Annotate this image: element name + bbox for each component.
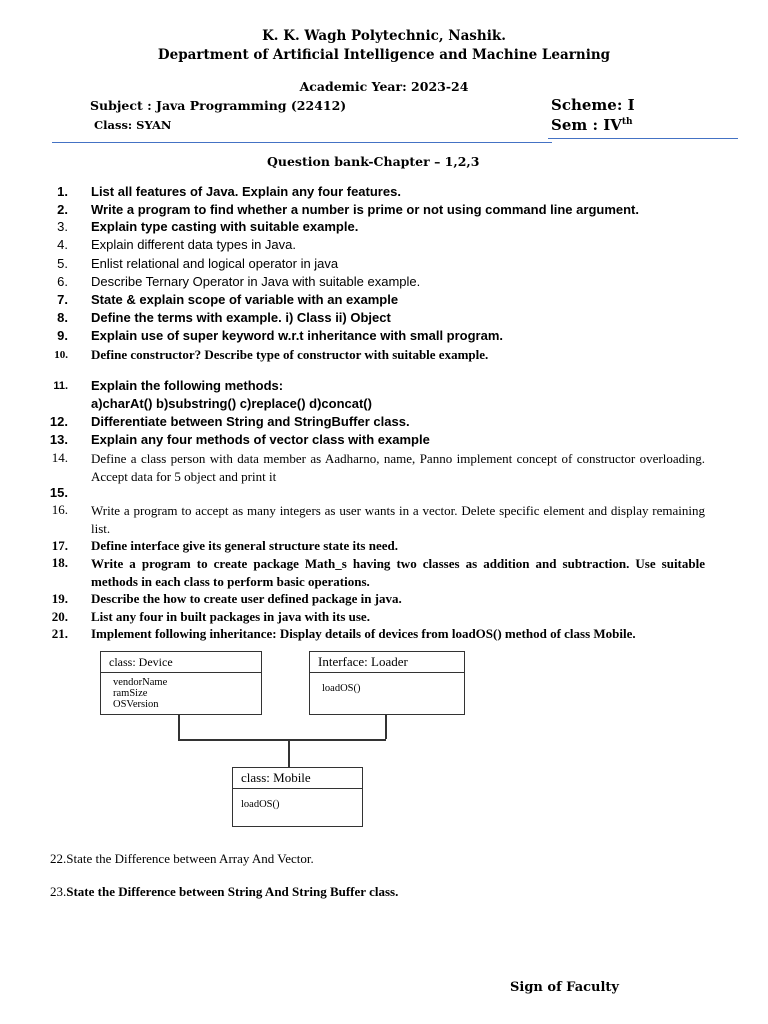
subject: Subject : Java Programming (22412) <box>90 98 347 113</box>
question-text: Explain any four methods of vector class with example <box>91 432 430 447</box>
question-number: 12. <box>49 414 68 429</box>
question-text: Define a class person with data member as Aadharno, name, Panno implement concept of constructor overloading. Accept data for 5 object and print it <box>91 451 705 484</box>
question-text: Write a program to accept as many integers as user wants in a vector. Delete specific element and display remaining list. <box>91 503 705 536</box>
semester <box>551 116 633 134</box>
question-text: Define constructor? Describe type of constructor with suitable example. <box>91 347 489 362</box>
question-text: Differentiate between String and StringBuffer class. <box>91 414 410 429</box>
question-number: 9. <box>57 328 68 343</box>
question-text: Explain the following methods: <box>91 378 284 393</box>
semester-suffix: th <box>621 117 633 127</box>
question-number: 17. <box>51 538 68 553</box>
faculty-signature-label: Sign of Faculty <box>510 980 619 995</box>
connector-loader <box>385 715 387 739</box>
question-text: Explain different data types in Java. <box>91 237 296 252</box>
question-subparts: a)charAt() b)substring() c)replace() d)concat() <box>91 396 372 411</box>
interface-loader-box <box>309 651 465 715</box>
question-number: 13. <box>49 432 68 447</box>
question-number: 18. <box>51 555 68 570</box>
connector-horizontal <box>178 739 386 741</box>
question-text: State the Difference between String And String Buffer class. <box>66 884 399 899</box>
question-number: 8. <box>57 310 68 325</box>
question-number: 10. <box>54 349 68 361</box>
scheme: Scheme: I <box>551 96 635 114</box>
class-mobile-box <box>232 767 363 827</box>
question-number: 16. <box>51 502 68 517</box>
question-number: 19. <box>51 591 68 606</box>
question-text: List all features of Java. Explain any four features. <box>91 184 401 199</box>
question-number: 6. <box>57 274 68 289</box>
field-vendor-name: vendorName <box>113 677 168 688</box>
question-text: State the Difference between Array And Vector. <box>66 851 314 866</box>
field-ram-size: ramSize <box>113 688 148 699</box>
question-number: 22. <box>50 851 67 866</box>
question-text: List any four in built packages in java with its use. <box>91 609 370 624</box>
institute-name: K. K. Wagh Polytechnic, Nashik. <box>262 28 506 44</box>
question-number: 14. <box>51 450 68 465</box>
question-number: 15. <box>49 485 68 500</box>
class-label: Class: SYAN <box>94 118 172 132</box>
question-text: Describe Ternary Operator in Java with suitable example. <box>91 274 421 289</box>
class-mobile-title: class: Mobile <box>233 768 362 789</box>
question-text: Define the terms with example. i) Class ii) Object <box>91 310 391 325</box>
header-divider-left <box>52 142 552 143</box>
question-number: 4. <box>57 237 68 252</box>
question-22 <box>50 851 314 867</box>
question-number: 3. <box>57 219 68 234</box>
question-number: 7. <box>57 292 68 307</box>
interface-loader-title: Interface: Loader <box>310 652 464 673</box>
question-text: Define interface give its general structure state its need. <box>91 538 398 553</box>
header-divider-right <box>548 138 738 139</box>
question-text: State & explain scope of variable with an example <box>91 292 399 307</box>
class-device-fields <box>101 673 261 710</box>
question-number: 11. <box>53 380 68 392</box>
department-name: Department of Artificial Intelligence and Machine Learning <box>157 47 611 63</box>
question-number: 5. <box>57 256 68 271</box>
academic-year: Academic Year: 2023-24 <box>299 79 469 94</box>
question-23 <box>50 884 398 900</box>
question-text: Write a program to create package Math_s having two classes as addition and subtraction. Use suitable methods in each class to perform basic operations. <box>91 556 705 589</box>
semester-label: Sem : IV <box>551 116 622 134</box>
class-mobile-method: loadOS() <box>241 799 280 810</box>
question-text: Explain type casting with suitable example. <box>91 219 359 234</box>
question-number: 2. <box>57 202 68 217</box>
question-text: Describe the how to create user defined package in java. <box>91 591 402 606</box>
connector-device <box>178 715 180 739</box>
field-os-version: OSVersion <box>113 699 159 710</box>
question-text: Implement following inheritance: Display details of devices from loadOS() method of class Mobile. <box>91 626 636 641</box>
question-number: 21. <box>51 626 68 641</box>
class-device-box <box>100 651 262 715</box>
question-text: Explain use of super keyword w.r.t inheritance with small program. <box>91 328 504 343</box>
question-number: 23. <box>50 884 67 899</box>
question-number: 1. <box>57 184 68 199</box>
question-text: Enlist relational and logical operator in java <box>91 256 339 271</box>
class-device-title: class: Device <box>101 652 261 673</box>
inheritance-diagram <box>95 645 470 837</box>
question-text: Write a program to find whether a number is prime or not using command line argument. <box>91 202 639 217</box>
page-title: Question bank-Chapter – 1,2,3 <box>267 154 480 169</box>
interface-loader-method: loadOS() <box>322 683 361 694</box>
question-number: 20. <box>51 609 68 624</box>
connector-mobile <box>288 739 290 767</box>
